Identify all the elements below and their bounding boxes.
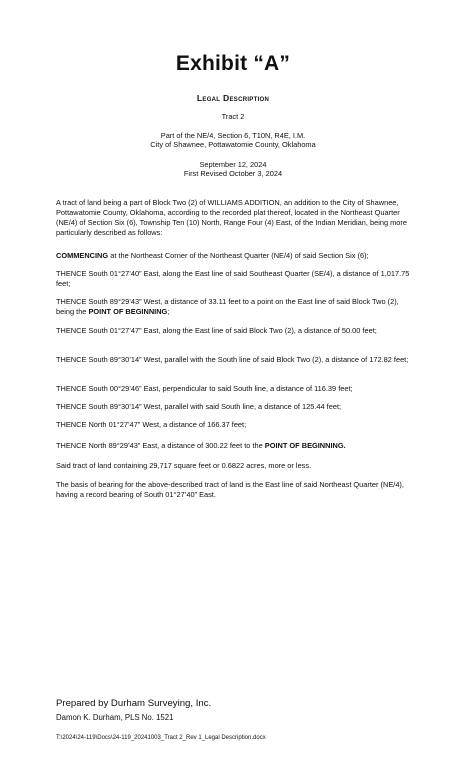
call-1-text: THENCE South 01°27’40” East, along the East line of said Southeast Quarter (SE/4), a distance of 1,017.75 feet; (56, 269, 410, 288)
call-8-text: THENCE North 89°29’43” East, a distance of 300.22 feet to the (56, 441, 265, 450)
bearing-paragraph (56, 480, 414, 500)
call-8 (56, 441, 414, 451)
call-4 (56, 355, 414, 365)
commencing-paragraph (56, 251, 414, 261)
file-path: T:\2024\24-119\Docs\24-119_20241003_Tract 2_Rev 1_Legal Description.docx (56, 735, 266, 741)
commencing-text: at the Northeast Corner of the Northeast Quarter (NE/4) of said Section Six (6); (108, 251, 369, 260)
location-line-1: Part of the NE/4, Section 6, T10N, R4E, I.M. (160, 131, 306, 140)
bearing-text: The basis of bearing for the above-described tract of land is the East line of said Northeast Quarter (NE/4), having a record bearing of South 01°27’40” East. (56, 480, 404, 499)
intro-text: A tract of land being a part of Block Two (2) of WILLIAMS ADDITION, an addition to the City of Shawnee, Pottawatomie County, Oklahoma, according to the recorded plat thereof, located in the Northeast Quarter (NE/4) of Section Six (6), Township Ten (10) North, Range Four (4) East, of the Indian Meridian, being more particularly described as follows: (56, 198, 407, 237)
call-2-pob: POINT OF BEGINNING (88, 307, 168, 316)
document-date: September 12, 2024 (199, 160, 267, 169)
section-heading: Legal Description (196, 93, 270, 103)
tract-label: Tract 2 (221, 112, 245, 121)
call-1 (56, 269, 414, 289)
call-4-text: THENCE South 89°30’14” West, parallel with the South line of said Block Two (2), a distance of 172.82 feet; (56, 355, 409, 364)
area-text: Said tract of land containing 29,717 square feet or 0.6822 acres, more or less. (56, 461, 312, 470)
call-5-text: THENCE South 00°29’46” East, perpendicular to said South line, a distance of 116.39 feet; (56, 384, 353, 393)
commencing-label: COMMENCING (56, 251, 109, 260)
area-paragraph (56, 461, 414, 471)
prepared-by: Prepared by Durham Surveying, Inc. (56, 698, 212, 709)
intro-paragraph (56, 198, 414, 238)
call-6 (56, 402, 414, 412)
revision-date: First Revised October 3, 2024 (183, 169, 283, 178)
call-2 (56, 297, 414, 317)
call-3 (56, 326, 414, 336)
call-2-end: ; (167, 307, 170, 316)
call-8-pob: POINT OF BEGINNING. (264, 441, 346, 450)
exhibit-title: Exhibit “A” (175, 52, 291, 75)
call-2-text: THENCE South 89°29’43” West, a distance of 33.11 feet to a point on the East line of said Block Two (2), being the (56, 297, 399, 316)
call-6-text: THENCE South 89°30’14” West, parallel with said South line, a distance of 125.44 feet; (56, 402, 342, 411)
location-line-2: City of Shawnee, Pottawatomie County, Oklahoma (150, 140, 316, 149)
call-7 (56, 420, 414, 430)
call-7-text: THENCE North 01°27’47” West, a distance of 166.37 feet; (56, 420, 247, 429)
call-5 (56, 384, 414, 394)
call-3-text: THENCE South 01°27’47” East, along the East line of said Block Two (2), a distance of 50.00 feet; (56, 326, 377, 335)
surveyor-name: Damon K. Durham, PLS No. 1521 (56, 713, 174, 722)
